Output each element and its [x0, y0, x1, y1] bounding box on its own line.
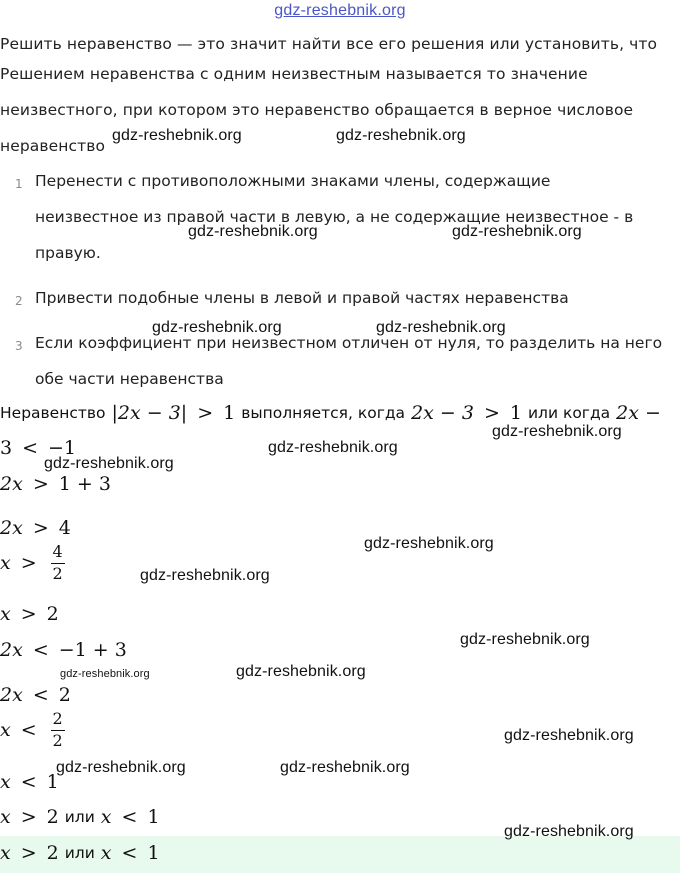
- case2-lhs-part1: 2x −: [616, 402, 661, 424]
- numerator: 4: [52, 542, 63, 561]
- denominator: 2: [52, 563, 63, 583]
- step-text-line: Перенести с противоположными знаками члены, содержащие: [35, 172, 551, 190]
- watermark: gdz-reshebnik.org: [188, 223, 318, 240]
- watermark: gdz-reshebnik.org: [60, 668, 150, 680]
- watermark: gdz-reshebnik.org: [236, 663, 366, 680]
- case1-lhs: 2x − 3: [411, 402, 474, 424]
- value: 1: [147, 842, 160, 864]
- gt-sign: >: [197, 402, 214, 424]
- gt-sign: >: [20, 806, 37, 828]
- watermark: gdz-reshebnik.org: [336, 127, 466, 144]
- derivation-line-8: [0, 771, 59, 793]
- lt-sign: <: [121, 806, 138, 828]
- lhs: x: [0, 771, 11, 793]
- watermark: gdz-reshebnik.org: [504, 823, 634, 840]
- or-when-text: или когда: [527, 404, 611, 422]
- lt-sign: <: [22, 437, 39, 459]
- value: 1: [147, 806, 160, 828]
- step-text-line: правую.: [35, 244, 101, 262]
- var: x: [100, 806, 112, 828]
- step-text-line: неизвестное из правой части в левую, а не содержащие неизвестное - в: [35, 208, 634, 226]
- site-link[interactable]: gdz-reshebnik.org: [274, 2, 406, 19]
- watermark: gdz-reshebnik.org: [376, 319, 506, 336]
- lt-sign: <: [20, 771, 37, 793]
- answer-line: [0, 842, 160, 864]
- solution-intro-line: [0, 402, 661, 424]
- step-text-line: Привести подобные члены в левой и правой частях неравенства: [35, 289, 569, 307]
- intro-line-2: Решением неравенства с одним неизвестным называется то значение: [0, 65, 588, 83]
- intro-line-1: Решить неравенство — это значит найти все его решения или установить, что: [0, 35, 658, 53]
- fraction: [51, 544, 65, 583]
- lt-sign: <: [20, 719, 37, 742]
- derivation-line-5: [0, 639, 127, 661]
- numerator: 2: [52, 709, 63, 728]
- watermark: gdz-reshebnik.org: [112, 127, 242, 144]
- rhs: 4: [58, 517, 71, 539]
- step-text-line: Если коэффициент при неизвестном отличен от нуля, то разделить на него: [35, 334, 663, 352]
- lhs: x: [0, 719, 11, 742]
- step-text-line: обе части неравенства: [35, 370, 224, 388]
- watermark: gdz-reshebnik.org: [492, 423, 622, 440]
- derivation-line-4: [0, 603, 59, 625]
- case1-rhs: 1: [509, 402, 522, 424]
- lhs: 2x: [0, 473, 23, 495]
- derivation-final-line: [0, 806, 160, 828]
- lhs: x: [0, 552, 11, 575]
- rhs: 1 + 3: [58, 473, 111, 495]
- watermark: gdz-reshebnik.org: [504, 727, 634, 744]
- abs-expression: |2x − 3|: [111, 402, 188, 424]
- value: 2: [46, 842, 59, 864]
- watermark: gdz-reshebnik.org: [452, 223, 582, 240]
- rhs-value: 1: [223, 402, 236, 424]
- case2-lhs-part2: 3: [0, 437, 13, 459]
- lt-sign: <: [32, 684, 49, 706]
- rhs: −1 + 3: [58, 639, 127, 661]
- watermark: gdz-reshebnik.org: [44, 455, 174, 472]
- watermark: gdz-reshebnik.org: [460, 631, 590, 648]
- step-number: 3: [15, 339, 23, 353]
- derivation-line-7: [0, 711, 65, 750]
- value: 2: [46, 806, 59, 828]
- case2-rhs: −1: [48, 437, 77, 459]
- rhs: 2: [58, 684, 71, 706]
- lt-sign: <: [121, 842, 138, 864]
- intro-line-4: неравенство: [0, 137, 106, 155]
- lhs: 2x: [0, 684, 23, 706]
- lhs: x: [0, 603, 11, 625]
- gt-sign: >: [483, 402, 500, 424]
- step-number: 1: [15, 177, 23, 191]
- var: x: [100, 842, 112, 864]
- rhs: 2: [46, 603, 59, 625]
- watermark: gdz-reshebnik.org: [280, 759, 410, 776]
- derivation-line-1: [0, 473, 111, 495]
- gt-sign: >: [20, 552, 37, 575]
- fraction: [51, 711, 65, 750]
- solution-prefix: Неравенство: [0, 404, 106, 422]
- watermark: gdz-reshebnik.org: [364, 535, 494, 552]
- watermark: gdz-reshebnik.org: [268, 439, 398, 456]
- rhs: 1: [46, 771, 59, 793]
- watermark: gdz-reshebnik.org: [56, 759, 186, 776]
- or-word: или: [64, 844, 95, 862]
- lt-sign: <: [32, 639, 49, 661]
- intro-line-3: неизвестного, при котором это неравенство обращается в верное числовое: [0, 101, 634, 119]
- var: x: [0, 806, 11, 828]
- or-word: или: [64, 808, 95, 826]
- gt-sign: >: [20, 603, 37, 625]
- watermark: gdz-reshebnik.org: [140, 567, 270, 584]
- derivation-line-6: [0, 684, 71, 706]
- lhs: 2x: [0, 639, 23, 661]
- lhs: 2x: [0, 517, 23, 539]
- var: x: [0, 842, 11, 864]
- solution-mid-text: выполняется, когда: [241, 404, 406, 422]
- denominator: 2: [52, 730, 63, 750]
- gt-sign: >: [20, 842, 37, 864]
- gt-sign: >: [32, 473, 49, 495]
- watermark: gdz-reshebnik.org: [152, 319, 282, 336]
- derivation-line-3: [0, 544, 65, 583]
- derivation-line-2: [0, 517, 71, 539]
- step-number: 2: [15, 294, 23, 308]
- gt-sign: >: [32, 517, 49, 539]
